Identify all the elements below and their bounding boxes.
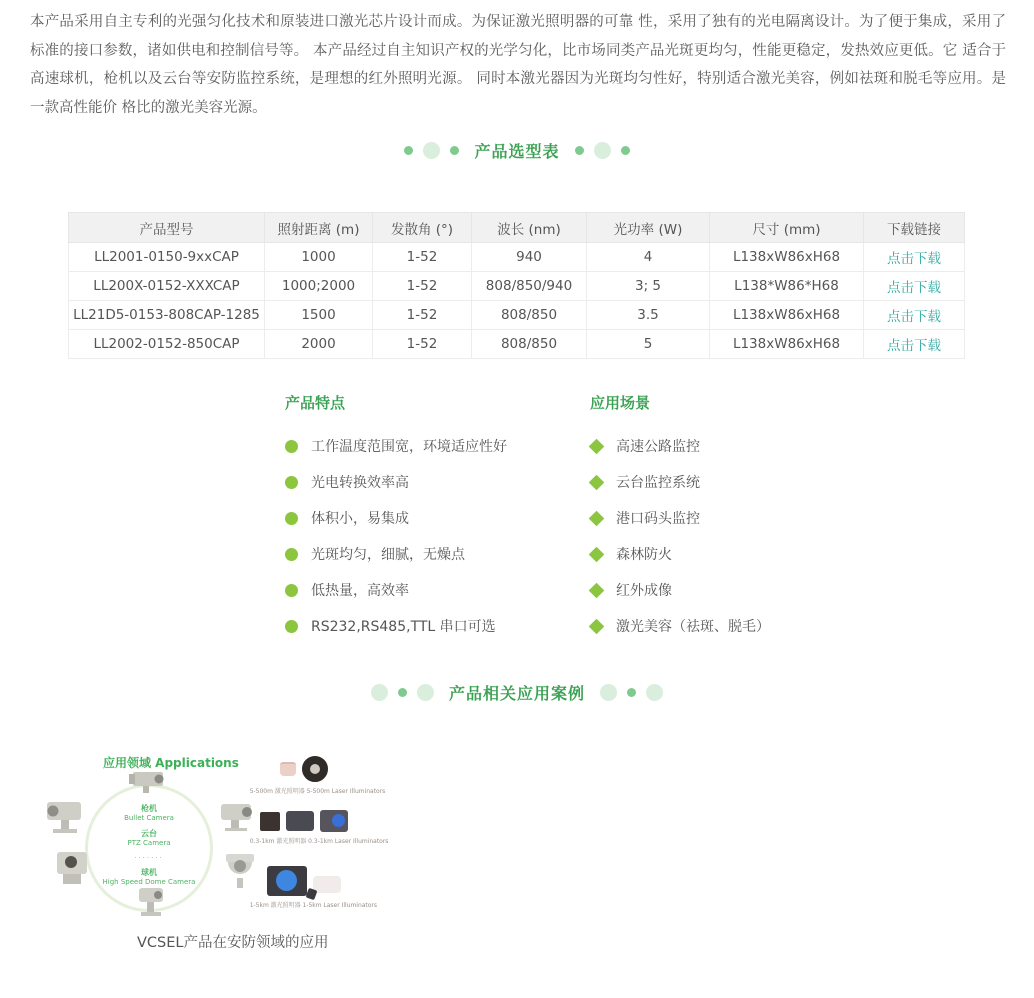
applications-list	[590, 392, 770, 655]
col-header-download: 下载链接	[864, 213, 965, 243]
cell-angle: 1-52	[373, 330, 472, 359]
camera-labels	[85, 804, 213, 893]
table-row	[69, 301, 965, 330]
circle-bullet-icon	[285, 620, 298, 633]
list-item	[590, 583, 770, 597]
table-row	[69, 330, 965, 359]
product-caption: 5-500m 激光照明器 5-500m Laser Illuminators	[249, 787, 386, 795]
section-title-selection-table	[0, 139, 1034, 162]
section-title-text: 产品选型表	[474, 142, 560, 161]
cell-power: 3; 5	[587, 272, 710, 301]
circle-bullet-icon	[285, 512, 298, 525]
cell-power: 5	[587, 330, 710, 359]
application-text: 激光美容（祛斑、脱毛）	[616, 619, 770, 635]
diamond-bullet-icon	[589, 474, 605, 490]
section-title-application-cases	[0, 681, 1034, 704]
bullet-camera-label: 枪机	[141, 804, 157, 813]
bullet-camera-label-en: Bullet Camera	[124, 814, 174, 822]
product-selection-table	[68, 212, 965, 359]
application-text: 高速公路监控	[616, 439, 700, 455]
decorative-dot-icon	[371, 684, 388, 701]
list-item	[285, 547, 507, 561]
diamond-bullet-icon	[589, 582, 605, 598]
cell-model: LL200X-0152-XXXCAP	[69, 272, 265, 301]
diamond-bullet-icon	[589, 438, 605, 454]
col-header-distance: 照射距离 (m)	[265, 213, 373, 243]
table-row	[69, 272, 965, 301]
cell-wavelength: 808/850/940	[472, 272, 587, 301]
decorative-dot-icon	[594, 142, 611, 159]
decorative-dot-icon	[600, 684, 617, 701]
cell-power: 3.5	[587, 301, 710, 330]
section-title-text: 产品相关应用案例	[448, 684, 585, 703]
list-item	[590, 619, 770, 633]
application-case-image	[35, 742, 389, 927]
decorative-dot-icon	[398, 688, 407, 697]
ptz-camera-label: 云台	[141, 829, 157, 838]
cell-angle: 1-52	[373, 243, 472, 272]
decorative-dot-icon	[404, 146, 413, 155]
dome-camera-label-en: High Speed Dome Camera	[102, 878, 196, 886]
laser-illuminator-photo	[286, 811, 314, 831]
laser-module-photo	[280, 762, 296, 776]
feature-text: 光电转换效率高	[311, 475, 409, 491]
circle-bullet-icon	[285, 584, 298, 597]
cell-size: L138*W86*H68	[710, 272, 864, 301]
cell-distance: 1000	[265, 243, 373, 272]
laser-illuminator-photo	[260, 812, 280, 831]
list-item	[285, 439, 507, 453]
application-text: 云台监控系统	[616, 475, 700, 491]
cell-wavelength: 808/850	[472, 330, 587, 359]
cell-distance: 2000	[265, 330, 373, 359]
cell-angle: 1-52	[373, 272, 472, 301]
product-caption: 0.3-1km 激光照明器 0.3-1km Laser Illuminators	[249, 837, 389, 845]
list-item	[285, 583, 507, 597]
list-item	[285, 475, 507, 489]
application-text: 港口码头监控	[616, 511, 700, 527]
cell-size: L138xW86xH68	[710, 243, 864, 272]
diamond-bullet-icon	[589, 510, 605, 526]
cell-power: 4	[587, 243, 710, 272]
ptz-camera-label-en: PTZ Camera	[127, 839, 171, 847]
application-text: 森林防火	[616, 547, 672, 563]
cell-angle: 1-52	[373, 301, 472, 330]
col-header-model: 产品型号	[69, 213, 265, 243]
feature-text: 工作温度范围宽，环境适应性好	[311, 439, 507, 455]
dome-camera-label: 球机	[141, 868, 157, 877]
diamond-bullet-icon	[589, 618, 605, 634]
cell-wavelength: 940	[472, 243, 587, 272]
cell-size: L138xW86xH68	[710, 301, 864, 330]
list-item	[590, 439, 770, 453]
col-header-power: 光功率 (W)	[587, 213, 710, 243]
laser-illuminator-photo	[320, 810, 348, 832]
circle-bullet-icon	[285, 440, 298, 453]
decorative-dot-icon	[621, 146, 630, 155]
list-item	[285, 511, 507, 525]
col-header-size: 尺寸 (mm)	[710, 213, 864, 243]
list-item	[590, 547, 770, 561]
cell-wavelength: 808/850	[472, 301, 587, 330]
cell-model: LL2001-0150-9xxCAP	[69, 243, 265, 272]
cell-model: LL21D5-0153-808CAP-1285	[69, 301, 265, 330]
ring-illuminator-photo	[302, 756, 328, 782]
cell-size: L138xW86xH68	[710, 330, 864, 359]
feature-text: 光斑均匀，细腻，无燥点	[311, 547, 465, 563]
list-item	[285, 619, 507, 633]
thermal-camera-icon	[51, 848, 95, 888]
col-header-wavelength: 波长 (nm)	[472, 213, 587, 243]
download-link[interactable]: 点击下载	[887, 251, 941, 267]
table-row	[69, 243, 965, 272]
list-item	[590, 511, 770, 525]
laser-illuminator-photo	[267, 866, 307, 896]
laser-illuminator-photo	[313, 876, 341, 893]
download-link[interactable]: 点击下载	[887, 338, 941, 354]
figure-title: 应用领域 Applications	[103, 756, 239, 770]
cell-distance: 1000;2000	[265, 272, 373, 301]
ellipsis-dots: ·······	[134, 854, 164, 862]
download-link[interactable]: 点击下载	[887, 309, 941, 325]
decorative-dot-icon	[450, 146, 459, 155]
ptz-camera-icon	[41, 792, 89, 834]
cell-distance: 1500	[265, 301, 373, 330]
product-caption: 1-5km 激光照明器 1-5km Laser Illuminators	[249, 901, 377, 909]
intro-paragraph: 本产品采用自主专利的光强匀化技术和原装进口激光芯片设计而成。为保证激光照明器的可靠 性，采用了独有的光电隔离设计。为了便于集成，采用了标准的接口参数，诸如供电和控制信号等。 本产品经过自主知识产权的光学匀化，比市场同类产品光斑更均匀，性能更稳定，发热效应更低。它 适合于高速球机，枪机以及云台等安防监控系统，是理想的红外照明光源。 同时本激光器因为光斑均匀性好，特别适合激光美容，例如祛斑和脱毛等应用。是一款高性能价 格比的激光美容光源。	[30, 14, 1006, 116]
ptz-camera-icon	[131, 882, 171, 920]
cell-model: LL2002-0152-850CAP	[69, 330, 265, 359]
download-link[interactable]: 点击下载	[887, 280, 941, 296]
decorative-dot-icon	[575, 146, 584, 155]
product-row-500m	[245, 756, 386, 795]
table-header-row	[69, 213, 965, 243]
applications-title: 应用场景	[590, 394, 651, 412]
bullet-camera-icon	[125, 768, 171, 798]
feature-text: 体积小，易集成	[311, 511, 409, 527]
diamond-bullet-icon	[589, 546, 605, 562]
application-text: 红外成像	[616, 583, 672, 599]
feature-text: RS232,RS485,TTL 串口可选	[311, 619, 496, 635]
decorative-dot-icon	[646, 684, 663, 701]
list-item	[590, 475, 770, 489]
col-header-angle: 发散角 (°)	[373, 213, 472, 243]
product-row-1km	[245, 810, 389, 845]
feature-text: 低热量，高效率	[311, 583, 409, 599]
circle-bullet-icon	[285, 476, 298, 489]
decorative-dot-icon	[417, 684, 434, 701]
product-row-5km	[245, 866, 377, 909]
decorative-dot-icon	[627, 688, 636, 697]
features-title: 产品特点	[285, 394, 346, 412]
figure-caption: VCSEL产品在安防领域的应用	[137, 935, 329, 951]
circle-bullet-icon	[285, 548, 298, 561]
decorative-dot-icon	[423, 142, 440, 159]
features-list	[285, 392, 507, 655]
